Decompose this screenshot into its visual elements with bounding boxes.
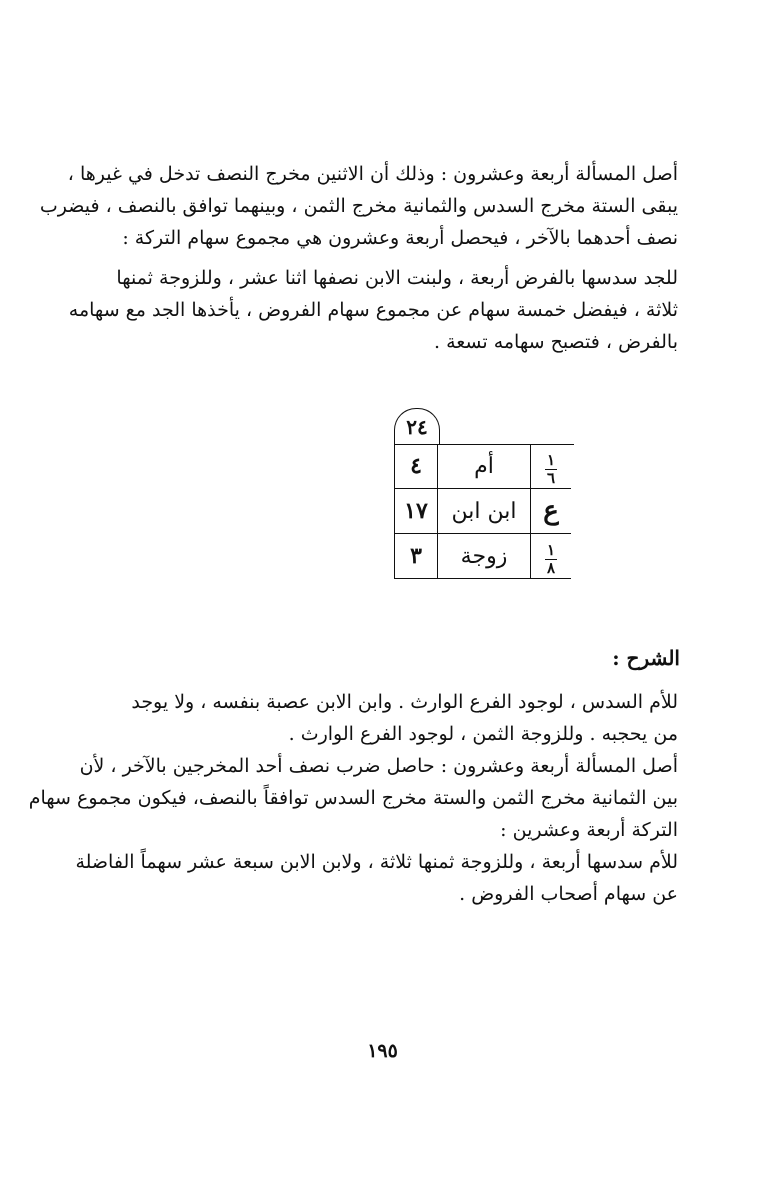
table-row xyxy=(395,534,572,579)
fraction-cell xyxy=(531,534,572,579)
text-line: من يحجبه . وللزوجة الثمن ، لوجود الفرع الوارث . xyxy=(288,723,678,745)
distribution-paragraph xyxy=(68,262,678,358)
share-cell: ٣ xyxy=(395,534,438,579)
sharh-paragraph xyxy=(108,686,678,750)
intro-paragraph xyxy=(39,158,678,254)
heir-cell: زوجة xyxy=(438,534,531,579)
text-line: ثلاثة ، فيفضل خمسة سهام عن مجموع سهام الفروض ، يأخذها الجد مع سهامه xyxy=(68,299,678,321)
text-line: للأم سدسها أربعة ، وللزوجة ثمنها ثلاثة ، ولابن الابن سبعة عشر سهماً الفاضلة xyxy=(75,851,678,873)
problem-base: ٢٤ xyxy=(394,408,440,445)
residuary-mark: ع xyxy=(543,496,559,526)
heir-cell: ابن ابن xyxy=(438,489,531,534)
text-line: للجد سدسها بالفرض أربعة ، ولبنت الابن نصفها اثنا عشر ، وللزوجة ثمنها xyxy=(116,267,678,289)
text-line: بين الثمانية مخرج الثمن والستة مخرج السدس توافقاً بالنصف، فيكون مجموع سهام xyxy=(28,787,678,809)
text-line: أصل المسألة أربعة وعشرون : وذلك أن الاثنين مخرج النصف تدخل في غيرها ، xyxy=(67,163,678,185)
text-line: التركة أربعة وعشرين : xyxy=(500,819,678,841)
fraction xyxy=(545,453,557,486)
text-line: بالفرض ، فتصبح سهامه تسعة . xyxy=(433,331,678,353)
sharh-heading: الشرح : xyxy=(612,646,680,670)
fraction-cell xyxy=(531,444,572,489)
fraction-cell xyxy=(531,489,572,534)
share-cell: ٤ xyxy=(395,444,438,489)
text-line: عن سهام أصحاب الفروض . xyxy=(459,883,678,905)
sharh-paragraph-2 xyxy=(28,750,678,910)
heirs-table xyxy=(394,444,571,579)
text-line: أصل المسألة أربعة وعشرون : حاصل ضرب نصف أحد المخرجين بالآخر ، لأن xyxy=(79,755,678,777)
share-cell: ١٧ xyxy=(395,489,438,534)
table-row xyxy=(395,489,572,534)
fraction xyxy=(545,543,557,576)
fraction-numerator: ١ xyxy=(546,451,556,469)
page-number: ١٩٥ xyxy=(367,1040,398,1062)
inheritance-table xyxy=(390,408,575,586)
text-line: نصف أحدهما بالآخر ، فيحصل أربعة وعشرون هي مجموع سهام التركة : xyxy=(122,227,678,249)
fraction-denominator: ٨ xyxy=(546,559,556,577)
heir-cell: أم xyxy=(438,444,531,489)
fraction-numerator: ١ xyxy=(546,541,556,559)
text-line: يبقى الستة مخرج السدس والثمانية مخرج الثمن ، وبينهما توافق بالنصف ، فيضرب xyxy=(39,195,678,217)
fraction-denominator: ٦ xyxy=(546,469,556,487)
text-line: للأم السدس ، لوجود الفرع الوارث . وابن الابن عصبة بنفسه ، ولا يوجد xyxy=(131,691,678,713)
table-row xyxy=(395,444,572,489)
